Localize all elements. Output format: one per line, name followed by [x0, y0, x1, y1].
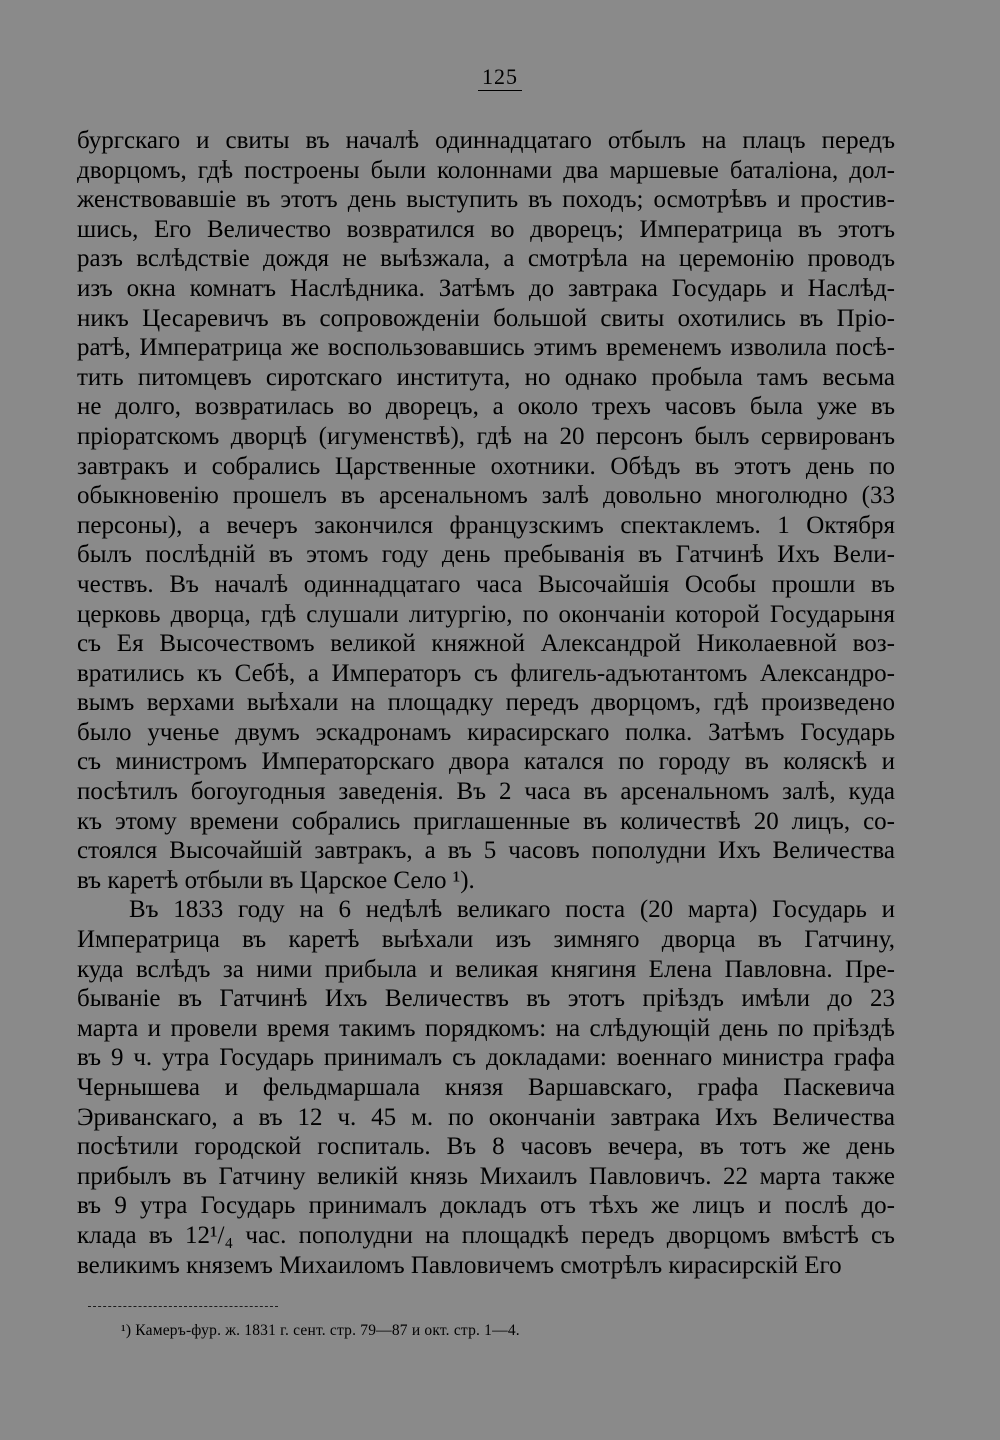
page-number	[0, 64, 1000, 90]
text-line: посѣтили городской госпиталь. Въ 8 часовъ вечера, въ тотъ же день	[77, 1133, 895, 1161]
text-line: куда вслѣдъ за ними прибыла и великая княгиня Елена Павловна. Пре-	[77, 955, 895, 983]
text-line: никъ Цесаревичъ въ сопровожденіи большой свиты охотились въ Пріо-	[77, 304, 895, 332]
text-line: бургскаго и свиты въ началѣ одиннадцатаго отбылъ на плацъ передъ	[77, 127, 895, 154]
text-line: прибылъ въ Гатчину великій князь Михаилъ Павловичъ. 22 марта также	[77, 1162, 895, 1190]
text-line: Эриванскаго, а въ 12 ч. 45 м. по окончаніи завтрака Ихъ Величества	[77, 1103, 895, 1131]
text-line: шись, Его Величество возвратился во дворецъ; Императрица въ этотъ	[77, 215, 895, 243]
text-line: бываніе въ Гатчинѣ Ихъ Величествъ въ этотъ пріѣздъ имѣли до 23	[77, 985, 895, 1013]
text-line: дворцомъ, гдѣ построены были колоннами два маршевые баталіона, дол-	[77, 156, 895, 184]
text-line: Чернышева и фельдмаршала князя Варшавскаго, графа Паскевича	[77, 1074, 895, 1101]
text-line: въ 9 ч. утра Государь принималъ съ докладами: военнаго министра графа	[77, 1044, 895, 1072]
text-line: ратѣ, Императрица же воспользовавшись этимъ временемъ изволила посѣ-	[77, 334, 895, 362]
text-line: женствовавшіе въ этотъ день выступить въ походъ; осмотрѣвъ и простив-	[77, 186, 895, 214]
body-text	[77, 126, 895, 1280]
text-line: былъ послѣдній въ этомъ году день пребыванія въ Гатчинѣ Ихъ Вели-	[77, 541, 895, 569]
text-line: церковь дворца, гдѣ слушали литургію, по окончаніи которой Государыня	[77, 600, 895, 628]
text-line: вратились къ Себѣ, а Императоръ съ флигель-адъютантомъ Александро-	[77, 659, 895, 687]
page-number-text: 125	[478, 64, 522, 91]
paragraph	[77, 126, 895, 895]
footnote-separator	[88, 1306, 278, 1307]
text-line: разъ вслѣдствіе дождя не выѣзжала, а смотрѣла на церемонію проводъ	[77, 245, 895, 273]
text-line: пріоратскомъ дворцѣ (игуменствѣ), гдѣ на 20 персонъ былъ сервированъ	[77, 422, 895, 450]
text-line: въ каретѣ отбыли въ Царское Село ¹).	[77, 866, 475, 894]
text-line: стоялся Высочайшій завтракъ, а въ 5 часовъ пополудни Ихъ Величества	[77, 837, 895, 865]
text-line: чествъ. Въ началѣ одиннадцатаго часа Высочайшія Особы прошли въ	[77, 570, 895, 598]
text-line: съ министромъ Императорскаго двора катался по городу въ коляскѣ и	[77, 748, 895, 776]
text-line: тить питомцевъ сиротскаго института, но однако пробыла тамъ весьма	[77, 363, 895, 391]
text-line: было ученье двумъ эскадронамъ кирасирскаго полка. Затѣмъ Государь	[77, 718, 895, 746]
text-line: къ этому времени собрались приглашенные въ количествѣ 20 лицъ, со-	[77, 807, 895, 835]
text-line: персоны), а вечеръ закончился французскимъ спектаклемъ. 1 Октября	[77, 511, 895, 539]
text-line: завтракъ и собрались Царственные охотники. Обѣдъ въ этотъ день по	[77, 452, 895, 480]
text-line: клада въ 12¹/₄ час. пополудни на площадкѣ передъ дворцомъ вмѣстѣ съ	[77, 1221, 895, 1249]
text-line: изъ окна комнатъ Наслѣдника. Затѣмъ до завтрака Государь и Наслѣд-	[77, 274, 895, 302]
text-line: Императрица въ каретѣ выѣхали изъ зимняго дворца въ Гатчину,	[77, 926, 895, 954]
footnote: ¹) Камеръ-фур. ж. 1831 г. сент. стр. 79—87 и окт. стр. 1—4.	[121, 1322, 520, 1339]
text-line: вымъ верхами выѣхали на площадку передъ дворцомъ, гдѣ произведено	[77, 689, 895, 717]
text-line: съ Ея Высочествомъ великой княжной Александрой Николаевной воз-	[77, 630, 895, 658]
text-line: Въ 1833 году на 6 недѣлѣ великаго поста (20 марта) Государь и	[129, 896, 895, 924]
paragraph	[77, 895, 895, 1280]
text-line: не долго, возвратилась во дворецъ, а около трехъ часовъ была уже въ	[77, 393, 895, 421]
text-line: обыкновенію прошелъ въ арсенальномъ залѣ довольно многолюдно (33	[77, 482, 895, 510]
text-line: великимъ княземъ Михаиломъ Павловичемъ смотрѣлъ кирасирскій Его	[77, 1251, 842, 1279]
text-line: марта и провели время такимъ порядкомъ: на слѣдующій день по пріѣздѣ	[77, 1014, 895, 1042]
text-line: посѣтилъ богоугодныя заведенія. Въ 2 часа въ арсенальномъ залѣ, куда	[77, 778, 895, 806]
text-line: въ 9 утра Государь принималъ докладъ отъ тѣхъ же лицъ и послѣ до-	[77, 1192, 895, 1220]
